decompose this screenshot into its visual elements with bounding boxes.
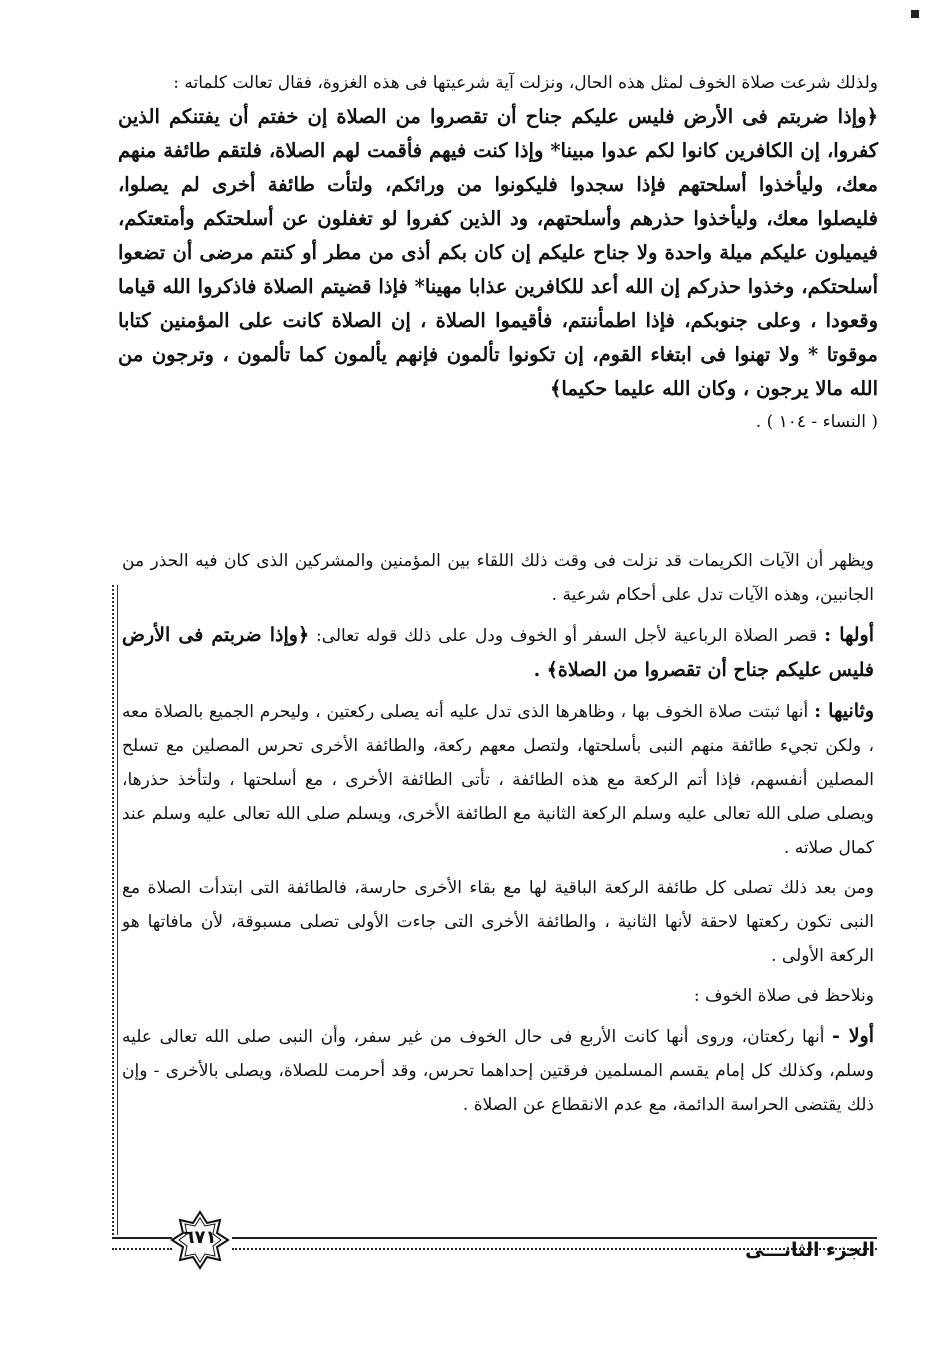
page-number-badge: [170, 1210, 230, 1270]
verse-citation: ( النساء - ١٠٤ ) .: [755, 412, 878, 432]
paragraph-after: ومن بعد ذلك تصلى كل طائفة الركعة الباقية لها مع بقاء الأخرى حارسة، فالطائفة التى ابتدأت الصلاة مع النبى تكون ركعتها لاحقة لأنها الثانية ، والطائفة الأخرى التى جاءت الأولى تصلى مسبوقة، لأن مافاتها هو الركعة الأولى .: [122, 878, 874, 966]
point-second-label: وثانيها :: [814, 700, 874, 722]
bordered-section: [122, 544, 874, 1128]
page-number: ٦٧١: [183, 1227, 217, 1248]
point-first-text: قصر الصلاة الرباعية لأجل السفر أو الخوف ودل على ذلك قوله تعالى:: [315, 626, 818, 646]
corner-mark-icon: [909, 8, 921, 20]
paragraph-notes-heading: ونلاحظ فى صلاة الخوف :: [693, 986, 874, 1006]
point-first-quran: ﴿وإذا ضربتم فى الأرض فليس عليكم جناح أن تقصروا من الصلاة﴾ .: [122, 624, 874, 681]
footer-rule-left: [112, 1237, 172, 1250]
side-border-ornament: [112, 585, 118, 1235]
paragraph-context: ويظهر أن الآيات الكريمات قد نزلت فى وقت ذلك اللقاء بين المؤمنين والمشركين الذى كان فيه الحذر من الجانبين، وهذه الآيات تدل على أحكام شرعية .: [122, 551, 874, 605]
point-second-text: أنها ثبتت صلاة الخوف بها ، وظاهرها الذى تدل عليه أنه يصلى ركعتين ، وليحرم الجميع بالصلاة معه ، ولكن تجيء طائفة منهم النبى بأسلحتها، ولتصل معهم ركعة، والطائفة الأخرى تحرس المصلين مع تسلح المصلين أنفسهم، فإذا أتم الركعة مع هذه الطائفة ، تأتى الطائفة الأخرى ، مع أسلحتها ، ولتأخذ حذرها، ويصلى صلى الله تعالى عليه وسلم الركعة الثانية مع الطائفة الأخرى، ويسلم صلى الله تعالى عليه وسلم عند كمال صلاته .: [122, 702, 874, 858]
intro-paragraph: ولذلك شرعت صلاة الخوف لمثل هذه الحال، ونزلت آية شرعيتها فى هذه الغزوة، فقال تعالت كلماته :: [173, 73, 878, 93]
note-first: [122, 1019, 874, 1122]
point-first-label: أولها :: [824, 624, 874, 646]
note-first-text: أنها ركعتان، وروى أنها كانت الأربع فى حال الخوف من غير سفر، وأن النبى صلى الله تعالى عليه وسلم، وكذلك كل إمام يقسم المسلمين فرقتين إحداهما تحرس، وقد أحرمت للصلاة، ويصلى بالأخرى - وإن ذلك يقتضى الحراسة الدائمة، مع عدم الانقطاع عن الصلاة .: [122, 1027, 874, 1115]
quran-verse-block: ﴿وإذا ضربتم فى الأرض فليس عليكم جناح أن تقصروا من الصلاة إن خفتم أن يفتنكم الذين كفروا، إن الكافرين كانوا لكم عدوا مبينا* وإذا كنت فيهم فأقمت لهم الصلاة، فلتقم طائفة منهم معك، وليأخذوا أسلحتهم فإذا سجدوا فليكونوا من ورائكم، ولتأت طائفة أخرى لم يصلوا، فليصلوا معك، وليأخذوا حذرهم وأسلحتهم، ود الذين كفروا لو تغفلون عن أسلحتكم وأمتعتكم، فيميلون عليكم ميلة واحدة ولا جناح عليكم إن كان بكم أذى من مطر أو كنتم مرضى أن تضعوا أسلحتكم، وخذوا حذركم إن الله أعد للكافرين عذابا مهينا* فإذا قضيتم الصلاة فاذكروا الله قياما وقعودا ، وعلى جنوبكم، فإذا اطمأننتم، فأقيموا الصلاة ، إن الصلاة كانت على المؤمنين كتابا موقوتا * ولا تهنوا فى ابتغاء القوم، إن تكونوا تألمون فإنهم يألمون كما تألمون ، وترجون من الله مالا يرجون ، وكان الله عليما حكيما﴾: [118, 105, 878, 400]
note-first-label: أولا -: [832, 1025, 874, 1047]
point-second: [122, 694, 874, 865]
top-section: [118, 66, 878, 438]
point-first: [122, 618, 874, 688]
part-title: الجزء الثانـــى: [745, 1239, 875, 1261]
